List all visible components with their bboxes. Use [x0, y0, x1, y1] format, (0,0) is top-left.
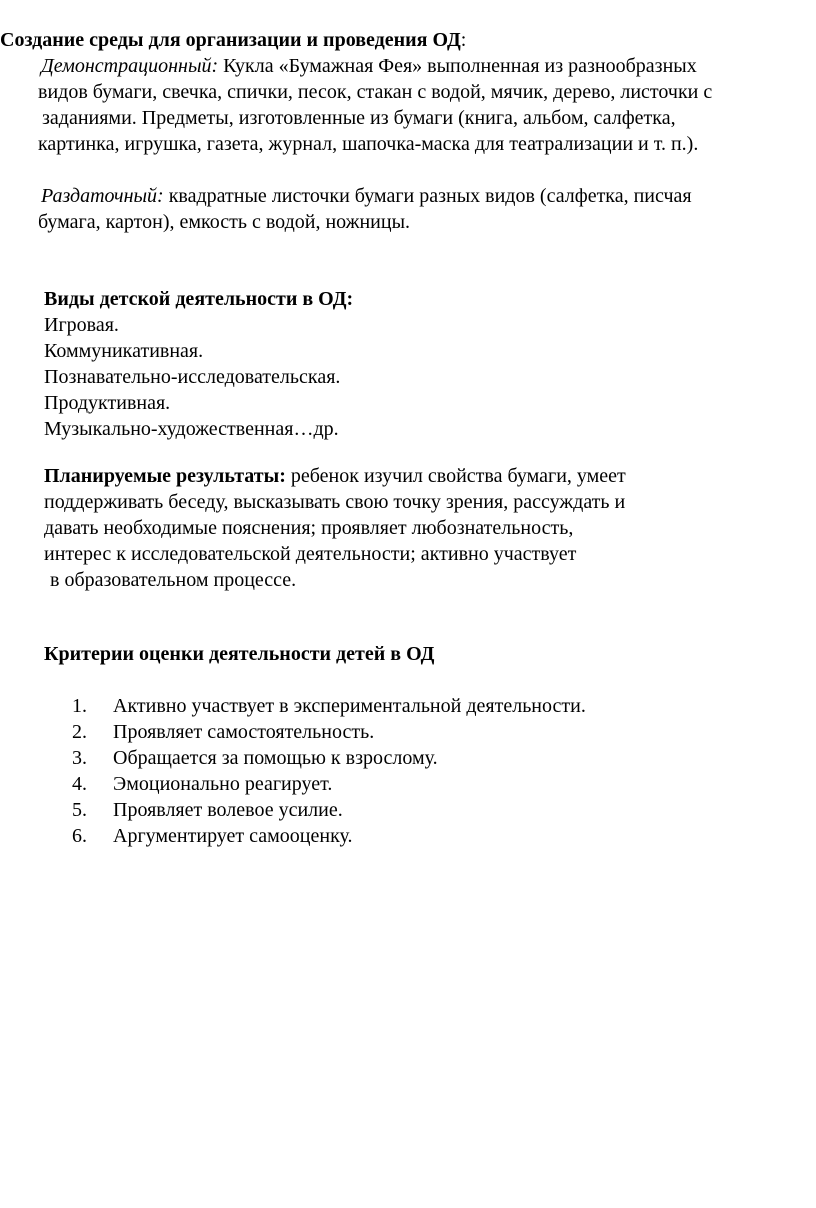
demo-text-1: Кукла «Бумажная Фея» выполненная из разнообразных: [218, 55, 697, 77]
criteria-number: 4.: [72, 773, 87, 795]
results-line-1: [44, 463, 804, 489]
handout-line-2: бумага, картон), емкость с водой, ножницы.: [38, 211, 411, 233]
results-label: Планируемые результаты:: [44, 465, 286, 487]
criteria-number: 6.: [72, 825, 87, 847]
handout-paragraph: [38, 183, 808, 235]
criteria-number: 1.: [72, 695, 87, 717]
results-text-1: ребенок изучил свойства бумаги, умеет: [285, 465, 626, 487]
demo-label: Демонстрационный:: [41, 55, 219, 77]
criteria-number: 2.: [72, 721, 87, 743]
criteria-text: Проявляет самостоятельность.: [113, 721, 375, 743]
results-line-4: интерес к исследовательской деятельности; активно участвует: [44, 543, 577, 565]
demo-line-2: видов бумаги, свечка, спички, песок, стакан с водой, мячик, дерево, листочки с: [38, 81, 713, 103]
handout-text-1: квадратные листочки бумаги разных видов (салфетка, писчая: [163, 185, 692, 207]
activities-section: [44, 286, 804, 442]
criteria-text: Эмоционально реагирует.: [113, 773, 333, 795]
demo-paragraph: [38, 53, 808, 157]
environment-heading-text: Создание среды для организации и проведения ОД: [0, 29, 461, 51]
activities-heading: Виды детской деятельности в ОД:: [44, 288, 354, 310]
activity-item: Коммуникативная.: [44, 340, 204, 362]
criteria-text: Проявляет волевое усилие.: [113, 799, 343, 821]
criteria-text: Активно участвует в экспериментальной деятельности.: [113, 695, 586, 717]
demo-line-3: заданиями. Предметы, изготовленные из бумаги (книга, альбом, салфетка,: [42, 107, 676, 129]
results-line-5: в образовательном процессе.: [50, 569, 297, 591]
environment-heading-colon: :: [460, 29, 467, 51]
results-section: [44, 463, 804, 593]
environment-heading: [0, 27, 466, 53]
criteria-text: Обращается за помощью к взрослому.: [113, 747, 438, 769]
handout-line-1: [38, 183, 808, 209]
activity-item: Игровая.: [44, 314, 119, 336]
activity-item: Познавательно-исследовательская.: [44, 366, 341, 388]
activity-item: Музыкально-художественная…др.: [44, 418, 339, 440]
activity-item: Продуктивная.: [44, 392, 171, 414]
demo-line-4: картинка, игрушка, газета, журнал, шапочка-маска для театрализации и т. п.).: [38, 133, 699, 155]
criteria-text: Аргументирует самооценку.: [113, 825, 353, 847]
demo-line-1: [38, 53, 808, 79]
criteria-heading: Критерии оценки деятельности детей в ОД: [44, 643, 435, 665]
results-line-2: поддерживать беседу, высказывать свою точку зрения, рассуждать и: [44, 491, 626, 513]
results-line-3: давать необходимые пояснения; проявляет любознательность,: [44, 517, 574, 539]
criteria-number: 5.: [72, 799, 87, 821]
handout-label: Раздаточный:: [41, 185, 164, 207]
criteria-number: 3.: [72, 747, 87, 769]
